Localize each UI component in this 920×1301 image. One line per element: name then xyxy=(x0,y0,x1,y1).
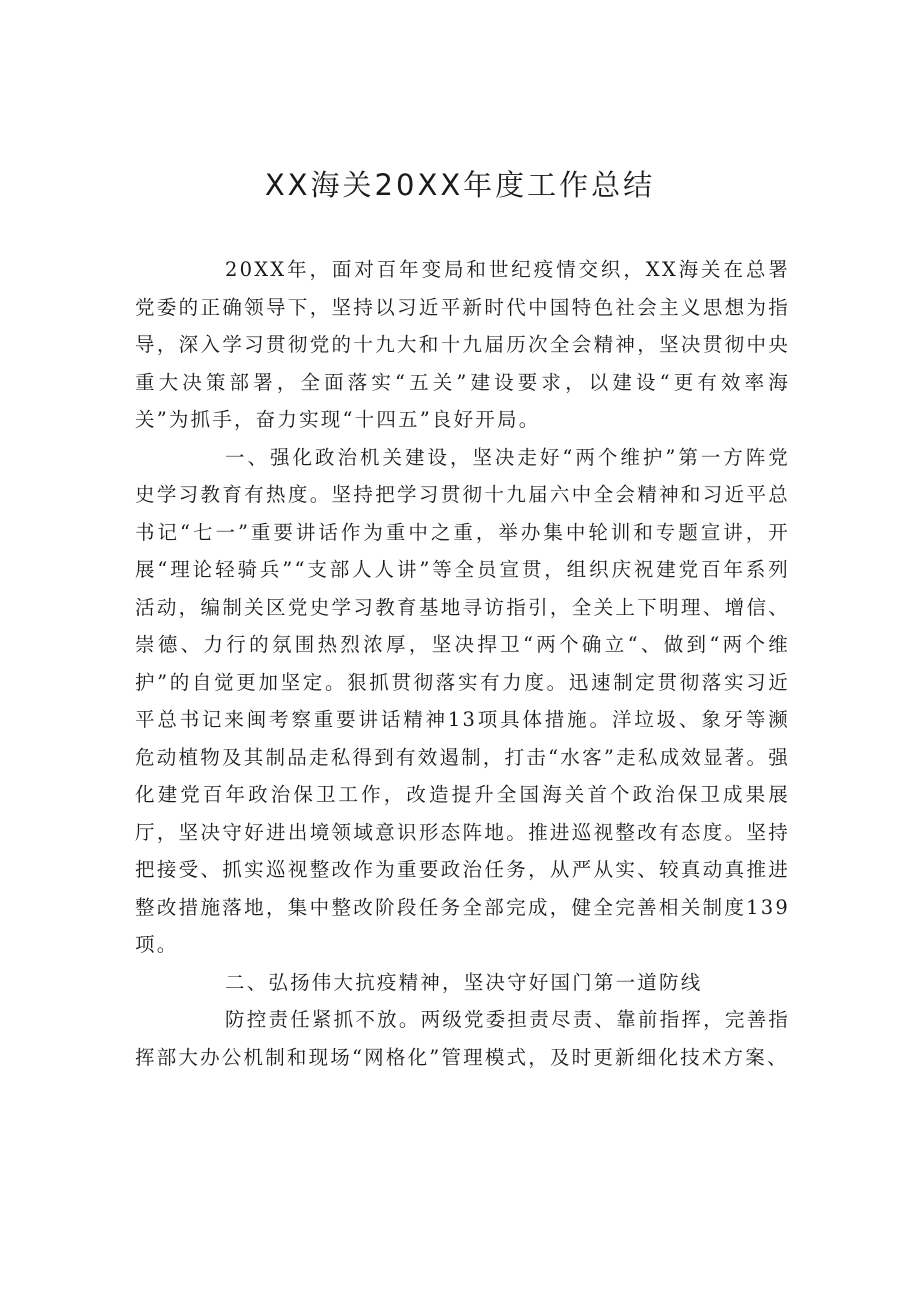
paragraph-section-two-heading: 二、弘扬伟大抗疫精神，坚决守好国门第一道防线 xyxy=(225,970,703,994)
document-title: XX海关20XX年度工作总结 xyxy=(264,168,656,202)
paragraph-section-one: 一、强化政治机关建设，坚决走好“两个维护”第一方阵党史学习教育有热度。坚持把学习贯彻十九届六中全会精神和习近平总书记“七一”重要讲话作为重中之重，举办集中轮训和专题宣讲，开展“理论轻骑兵”“支部人人讲”等全员宣贯，组织庆祝建党百年系列活动，编制关区党史学习教育基地寻访指引，全关上下明理、增信、崇德、力行的氛围热烈浓厚，坚决捍卫“两个确立“、做到“两个维护”的自觉更加坚定。狠抓贯彻落实有力度。迅速制定贯彻落实习近平总书记来闽考察重要讲话精神13项具体措施。洋垃圾、象牙等濒危动植物及其制品走私得到有效遏制，打击“水客”走私成效显著。强化建党百年政治保卫工作，改造提升全国海关首个政治保卫成果展厅，坚决守好进出境领域意识形态阵地。推进巡视整改有态度。坚持把接受、抓实巡视整改作为重要政治任务，从严从实、较真动真推进整改措施落地，集中整改阶段任务全部完成，健全完善相关制度139项。 xyxy=(135,445,790,956)
paragraph-intro: 20XX年，面对百年变局和世纪疫情交织，XX海关在总署党委的正确领导下，坚持以习近平新时代中国特色社会主义思想为指导，深入学习贯彻党的十九大和十九届历次全会精神，坚决贯彻中央重大决策部署，全面落实“五关”建设要求，以建设“更有效率海关”为抓手，奋力实现“十四五”良好开局。 xyxy=(135,258,790,431)
paragraph-epidemic-control: 防控责任紧抓不放。两级党委担责尽责、靠前指挥，完善指挥部大办公机制和现场“网格化”管理模式，及时更新细化技术方案、 xyxy=(135,1008,790,1069)
document-body xyxy=(135,251,790,1076)
